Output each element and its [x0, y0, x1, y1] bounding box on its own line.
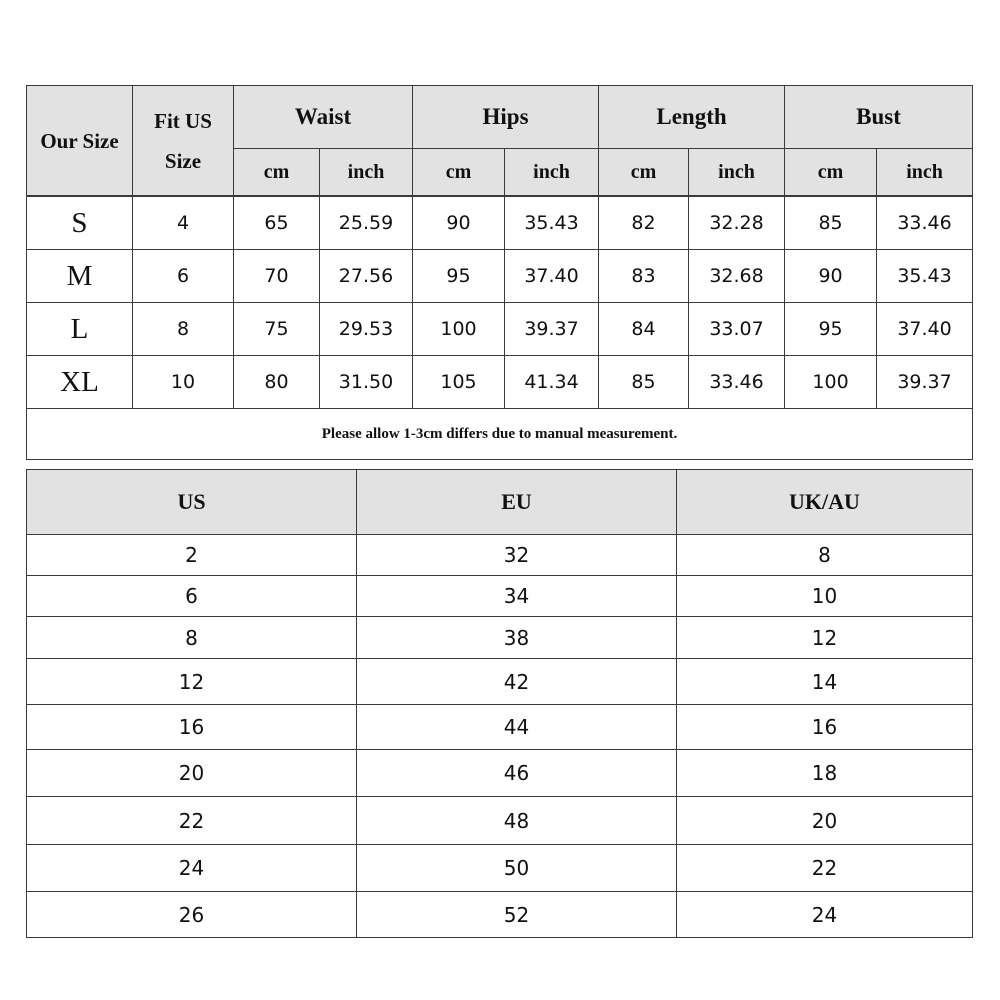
waist-inch-cell: 29.53: [320, 303, 413, 356]
hips-cm-cell: 90: [413, 197, 505, 250]
waist-inch-cell: 27.56: [320, 250, 413, 303]
uk-au-cell: 18: [677, 750, 973, 797]
uk-au-cell: 8: [677, 535, 973, 576]
header-uk-au: UK/AU: [677, 470, 973, 535]
hips-inch-cell: 41.34: [505, 356, 599, 409]
eu-cell: 44: [357, 705, 677, 750]
table-row: [27, 797, 973, 845]
hips-cm-cell: 100: [413, 303, 505, 356]
table-row: [27, 892, 973, 938]
us-size-cell: 6: [133, 250, 234, 303]
table-row: [27, 250, 973, 303]
length-inch-cell: 33.07: [689, 303, 785, 356]
note-row: [27, 409, 973, 460]
us-cell: 24: [27, 845, 357, 892]
table-row: [27, 659, 973, 705]
us-cell: 26: [27, 892, 357, 938]
us-cell: 22: [27, 797, 357, 845]
bust-cm-cell: 90: [785, 250, 877, 303]
header-waist-inch: inch: [320, 149, 413, 196]
size-cell: XL: [27, 356, 133, 409]
us-cell: 20: [27, 750, 357, 797]
eu-cell: 48: [357, 797, 677, 845]
length-cm-cell: 83: [599, 250, 689, 303]
header-eu: EU: [357, 470, 677, 535]
bust-inch-cell: 39.37: [877, 356, 973, 409]
table-row: [27, 535, 973, 576]
measurement-note: Please allow 1-3cm differs due to manual measurement.: [27, 409, 973, 460]
header-hips-inch: inch: [505, 149, 599, 196]
bust-inch-cell: 33.46: [877, 197, 973, 250]
uk-au-cell: 16: [677, 705, 973, 750]
uk-au-cell: 20: [677, 797, 973, 845]
length-cm-cell: 85: [599, 356, 689, 409]
table-row: [27, 845, 973, 892]
header-fit-us-line1: Fit US: [154, 108, 212, 133]
header-bust: Bust: [785, 86, 973, 149]
size-cell: S: [27, 197, 133, 250]
waist-cm-cell: 70: [234, 250, 320, 303]
waist-cm-cell: 65: [234, 197, 320, 250]
waist-inch-cell: 31.50: [320, 356, 413, 409]
eu-cell: 52: [357, 892, 677, 938]
length-cm-cell: 84: [599, 303, 689, 356]
header-fit-us-size: [133, 86, 234, 196]
eu-cell: 46: [357, 750, 677, 797]
header-bust-inch: inch: [877, 149, 973, 196]
bust-cm-cell: 85: [785, 197, 877, 250]
table-row: [27, 705, 973, 750]
hips-inch-cell: 37.40: [505, 250, 599, 303]
length-inch-cell: 32.68: [689, 250, 785, 303]
header-waist: Waist: [234, 86, 413, 149]
waist-cm-cell: 75: [234, 303, 320, 356]
eu-cell: 32: [357, 535, 677, 576]
table-row: [27, 197, 973, 250]
eu-cell: 42: [357, 659, 677, 705]
bust-cm-cell: 100: [785, 356, 877, 409]
uk-au-cell: 22: [677, 845, 973, 892]
us-size-cell: 8: [133, 303, 234, 356]
us-cell: 16: [27, 705, 357, 750]
eu-cell: 50: [357, 845, 677, 892]
us-cell: 8: [27, 617, 357, 659]
header-waist-cm: cm: [234, 149, 320, 196]
table-row: [27, 576, 973, 617]
us-size-cell: 4: [133, 197, 234, 250]
eu-cell: 38: [357, 617, 677, 659]
hips-inch-cell: 35.43: [505, 197, 599, 250]
header-length: Length: [599, 86, 785, 149]
us-cell: 12: [27, 659, 357, 705]
hips-cm-cell: 95: [413, 250, 505, 303]
header-length-inch: inch: [689, 149, 785, 196]
waist-inch-cell: 25.59: [320, 197, 413, 250]
header-length-cm: cm: [599, 149, 689, 196]
header-bust-cm: cm: [785, 149, 877, 196]
length-inch-cell: 33.46: [689, 356, 785, 409]
table-row: [27, 356, 973, 409]
uk-au-cell: 12: [677, 617, 973, 659]
header-fit-us-line2: Size: [164, 148, 202, 173]
bust-cm-cell: 95: [785, 303, 877, 356]
header-hips: Hips: [413, 86, 599, 149]
size-cell: M: [27, 250, 133, 303]
us-size-cell: 10: [133, 356, 234, 409]
size-chart-table: [26, 85, 973, 460]
length-inch-cell: 32.28: [689, 197, 785, 250]
uk-au-cell: 24: [677, 892, 973, 938]
eu-cell: 34: [357, 576, 677, 617]
bust-inch-cell: 37.40: [877, 303, 973, 356]
uk-au-cell: 14: [677, 659, 973, 705]
header-us: US: [27, 470, 357, 535]
us-cell: 2: [27, 535, 357, 576]
header-our-size: Our Size: [27, 86, 133, 196]
uk-au-cell: 10: [677, 576, 973, 617]
size-conversion-table: [26, 469, 973, 938]
table-row: [27, 303, 973, 356]
hips-cm-cell: 105: [413, 356, 505, 409]
table-row: [27, 617, 973, 659]
length-cm-cell: 82: [599, 197, 689, 250]
hips-inch-cell: 39.37: [505, 303, 599, 356]
header-hips-cm: cm: [413, 149, 505, 196]
bust-inch-cell: 35.43: [877, 250, 973, 303]
table-row: [27, 750, 973, 797]
us-cell: 6: [27, 576, 357, 617]
size-cell: L: [27, 303, 133, 356]
waist-cm-cell: 80: [234, 356, 320, 409]
